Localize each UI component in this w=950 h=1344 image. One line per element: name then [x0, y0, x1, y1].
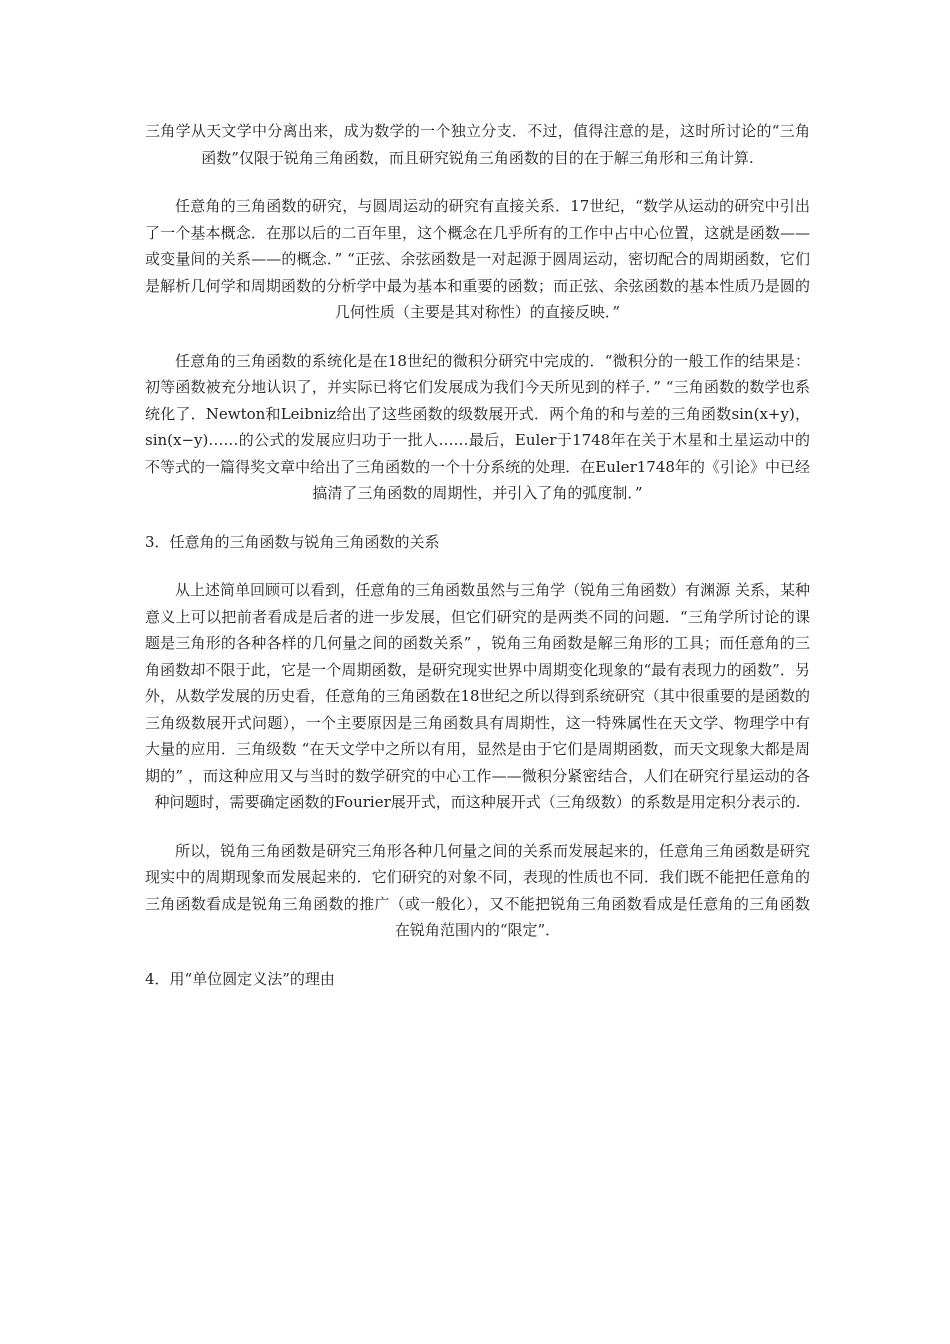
paragraph-trig-separation: 三角学从天文学中分离出来，成为数学的一个独立分支．不过，值得注意的是，这时所讨论的“三角函数”仅限于锐角三角函数，而且研究锐角三角函数的目的在于解三角形和三角计算. — [145, 122, 810, 167]
paragraph-circular-motion: 任意角的三角函数的研究，与圆周运动的研究有直接关系．17世纪，“数学从运动的研究中引出了一个基本概念．在那以后的二百年里，这个概念在几乎所有的工作中占中心位置，这就是函数——或变量间的关系——的概念．” “正弦、余弦函数是一对起源于圆周运动，密切配合的周期函数，它们是解析几何学和周期函数的分析学中最为基本和重要的函数；而正弦、余弦函数的基本性质乃是圆的几何性质（主要是其对称性）的直接反映．” — [145, 197, 810, 321]
paragraph-conclusion: 所以，锐角三角函数是研究三角形各种几何量之间的关系而发展起来的，任意角三角函数是研究现实中的周期现象而发展起来的．它们研究的对象不同，表现的性质也不同．我们既不能把任意角的三角函数看成是锐角三角函数的推广（或一般化），又不能把锐角三角函数看成是任意角的三角函数在锐角范围内的“限定”． — [145, 841, 810, 939]
paragraph-systematization: 任意角的三角函数的系统化是在18世纪的微积分研究中完成的．“微积分的一般工作的结果是：初等函数被充分地认识了，并实际已将它们发展成为我们今天所见到的样子．” “三角函数的数学也系统化了．Newton和Leibniz给出了这些函数的级数展开式．两个角的和与差的三角函数sin(x+y)，sin(x−y)……的公式的发展应归功于一批人……最后，Euler于1748年在关于木星和土星运动中的不等式的一篇得奖文章中给出了三角函数的一个十分系统的处理．在Euler1748年的《引论》中已经搞清了三角函数的周期性，并引入了角的弧度制．” — [145, 351, 810, 502]
document-page — [145, 118, 810, 1014]
section-heading-4: 4．用“单位圆定义法”的理由 — [145, 969, 335, 988]
paragraph-relationship: 从上述简单回顾可以看到，任意角的三角函数虽然与三角学（锐角三角函数）有渊源 关系，某种意义上可以把前者看成是后者的进一步发展，但它们研究的是两类不同的问题．“三角学所讨论的课题是三角形的各种各样的几何量之间的函数关系” ，锐角三角函数是解三角形的工具；而任意角的三角函数却不限于此，它是一个周期函数，是研究现实世界中周期变化现象的“最有表现力的函数”．另外，从数学发展的历史看，任意角的三角函数在18世纪之所以得到系统研究（其中很重要的是函数的三角级数展开式问题），一个主要原因是三角函数具有周期性，这一特殊属性在天文学、物理学中有大量的应用．三角级数 “在天文学中之所以有用，显然是由于它们是周期函数，而天文现象大都是周期的” ，而这种应用又与当时的数学研究的中心工作——微积分紧密结合，人们在研究行星运动的各种问题时，需要确定函数的Fourier展开式，而这种展开式（三角级数）的系数是用定积分表示的. — [145, 581, 810, 811]
section-heading-3: 3．任意角的三角函数与锐角三角函数的关系 — [145, 532, 440, 551]
